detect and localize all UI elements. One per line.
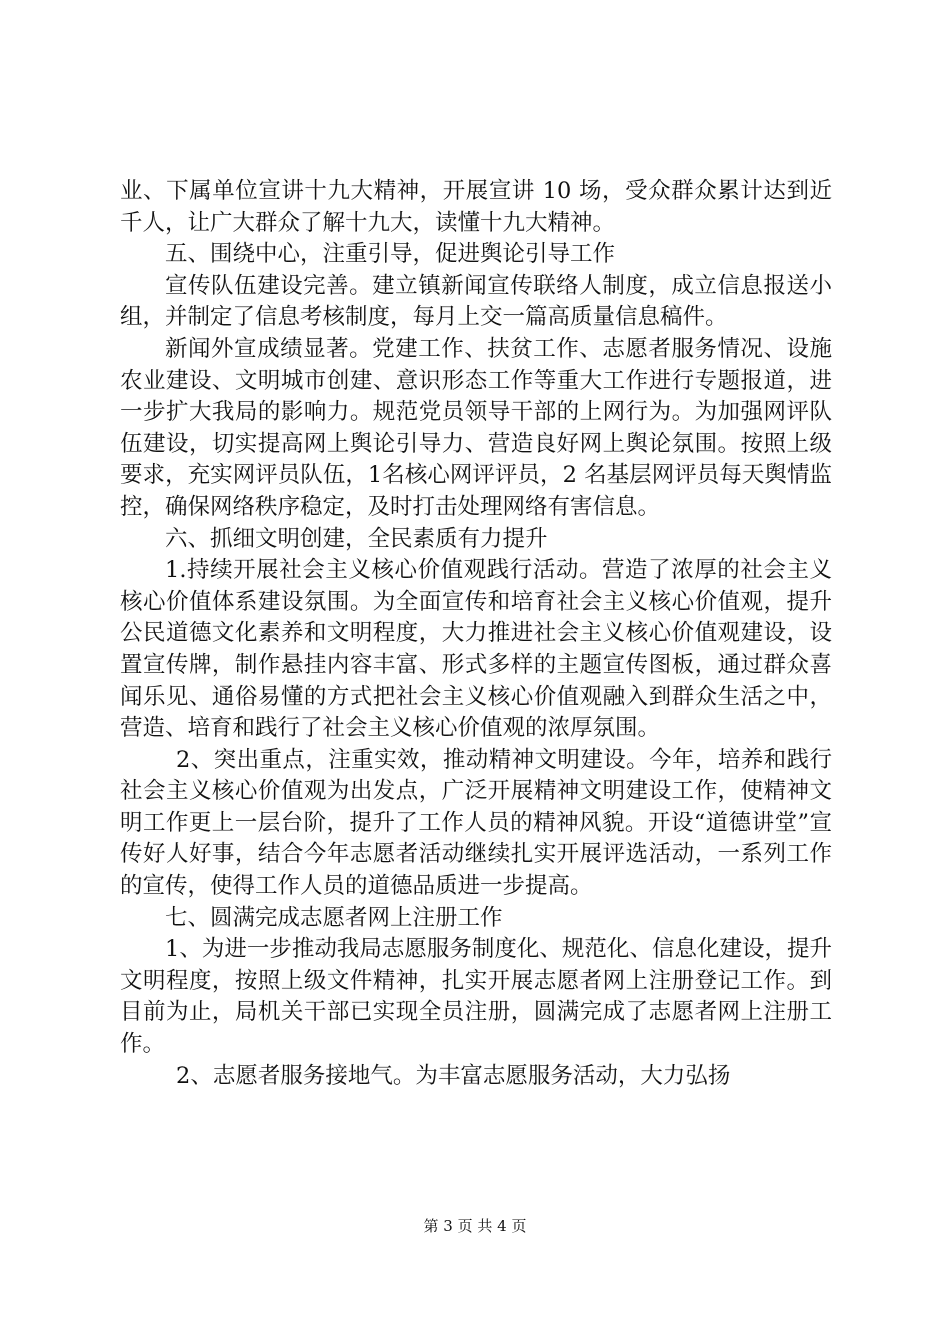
paragraph-spiritual-civilization: 2、突出重点，注重实效，推动精神文明建设。今年，培养和践行社会主义核心价值观为出发点，广泛开展精神文明建设工作，使精神文明工作更上一层台阶，提升了工作人员的精神风貌。开设“道德讲堂”宣传好人好事，结合今年志愿者活动继续扎实开展评选活动，一系列工作的宣传，使得工作人员的道德品质进一步提高。 xyxy=(120,746,832,900)
page-number-footer: 第 3 页 共 4 页 xyxy=(423,1217,527,1235)
section-heading-6: 六、抓细文明创建，全民素质有力提升 xyxy=(165,525,548,552)
paragraph-team-building: 宣传队伍建设完善。建立镇新闻宣传联络人制度，成立信息报送小组，并制定了信息考核制度，每月上交一篇高质量信息稿件。 xyxy=(120,272,832,331)
paragraph-news-publicity: 新闻外宣成绩显著。党建工作、扶贫工作、志愿者服务情况、设施农业建设、文明城市创建、意识形态工作等重大工作进行专题报道，进一步扩大我局的影响力。规范党员领导干部的上网行为。为加强网评队伍建设，切实提高网上舆论引导力、营造良好网上舆论氛围。按照上级要求，充实网评员队伍，1名核心网评评员，2 名基层网评员每天舆情监控，确保网络秩序稳定，及时打击处理网络有害信息。 xyxy=(120,335,832,520)
paragraph-continuation: 业、下属单位宣讲十九大精神，开展宣讲 10 场，受众群众累计达到近千人，让广大群众了解十九大，读懂十九大精神。 xyxy=(120,178,832,236)
section-heading-5: 五、围绕中心，注重引导，促进舆论引导工作 xyxy=(165,241,616,268)
document-body xyxy=(120,176,832,1092)
paragraph-volunteer-registration: 1、为进一步推动我局志愿服务制度化、规范化、信息化建设，提升文明程度，按照上级文件精神，扎实开展志愿者网上注册登记工作。到目前为止，局机关干部已实现全员注册，圆满完成了志愿者网上注册工作。 xyxy=(120,936,832,1058)
paragraph-core-values: 1.持续开展社会主义核心价值观践行活动。营造了浓厚的社会主义核心价值体系建设氛围。为全面宣传和培育社会主义核心价值观，提升公民道德文化素养和文明程度，大力推进社会主义核心价值观建设，设置宣传牌，制作悬挂内容丰富、形式多样的主题宣传图板，通过群众喜闻乐见、通俗易懂的方式把社会主义核心价值观融入到群众生活之中，营造、培育和践行了社会主义核心价值观的浓厚氛围。 xyxy=(120,557,832,742)
section-heading-7: 七、圆满完成志愿者网上注册工作 xyxy=(165,904,503,931)
paragraph-volunteer-service: 2、志愿者服务接地气。为丰富志愿服务活动，大力弘扬 xyxy=(176,1062,731,1089)
